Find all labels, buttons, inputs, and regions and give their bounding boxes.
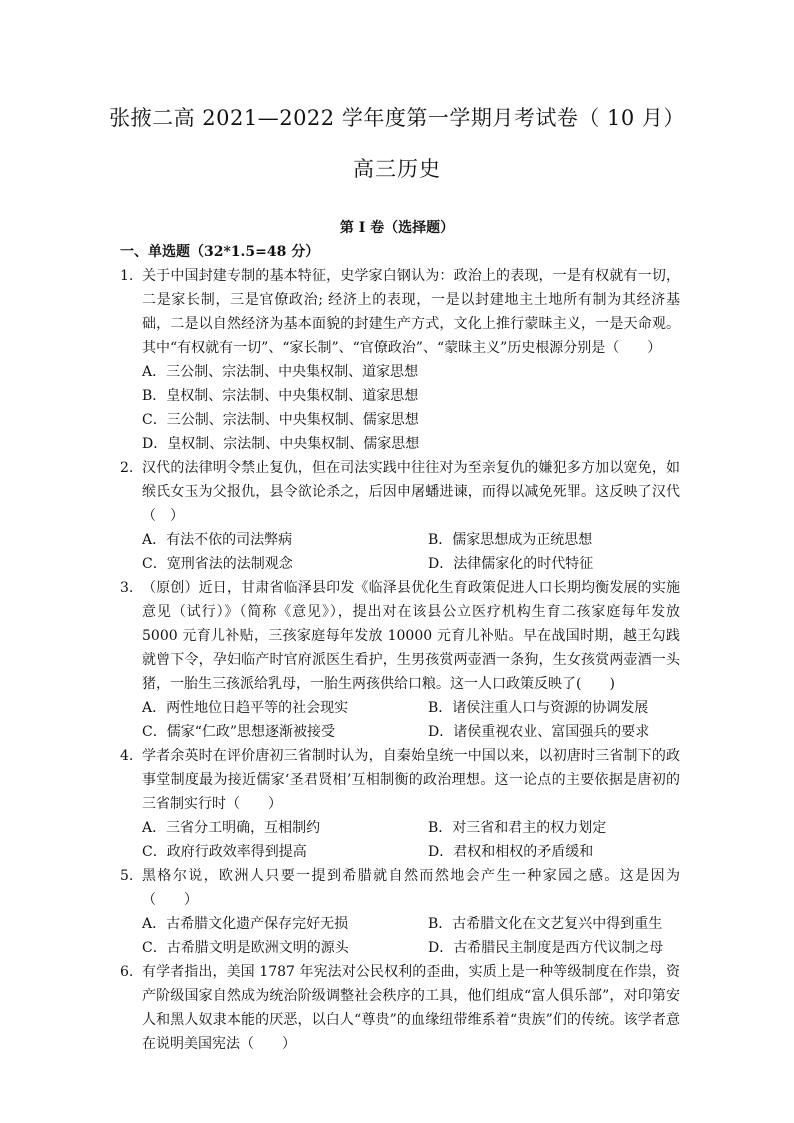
option-b: B．儒家思想成为正统思想 [428, 532, 593, 548]
option-d: D．皇权制、宗法制、中央集权制、儒家思想 [142, 436, 420, 452]
section-heading: 一、单选题（32*1.5=48 分） [120, 244, 320, 260]
question-list [120, 264, 680, 1056]
options-list [120, 528, 680, 576]
option-b: B．对三省和君主的权力划定 [428, 820, 607, 836]
option-b: B．诸侯注重人口与资源的协调发展 [428, 700, 649, 716]
option-d: D．法律儒家化的时代特征 [428, 556, 594, 572]
question-number: 5. [120, 868, 134, 884]
question-number: 6. [120, 964, 134, 980]
question-4 [120, 744, 680, 864]
question-stem: 汉代的法律明令禁止复仇，但在司法实践中往往对为至亲复仇的嫌犯多方加以宽免，如缑氏女玉为父报仇，县令欲论杀之，后因申屠蟠进谏，而得以减免死罪。这反映了汉代（ ） [142, 460, 680, 524]
question-stem: 学者余英时在评价唐初三省制时认为，自秦始皇统一中国以来，以初唐时三省制下的政事堂制度最为接近儒家‘圣君贤相’互相制衡的政治理想。这一论点的主要依据是唐初的三省制实行时（ ） [142, 748, 680, 812]
question-number: 3. [120, 580, 134, 596]
option-d: D．古希腊民主制度是西方代议制之母 [428, 940, 664, 956]
question-stem: 有学者指出，美国 1787 年宪法对公民权利的歪曲，实质上是一种等级制度在作祟，资产阶级国家自然成为统治阶级调整社会秩序的工具，他们组成“富人俱乐部”，对印第安人和黑人奴隶本能的厌恶，以白人“尊贵”的血缘纽带维系着“贵族”们的传统。该学者意在说明美国宪法（ ） [142, 964, 680, 1052]
options-list [120, 696, 680, 744]
option-c: C．儒家“仁政”思想逐渐被接受 [142, 724, 336, 740]
option-a: A．古希腊文化遗产保存完好无损 [142, 916, 349, 932]
exam-title: 张掖二高 2021—2022 学年度第一学期月考试卷（ 10 月） [109, 106, 685, 130]
option-d: D．诸侯重视农业、富国强兵的要求 [428, 724, 650, 740]
exam-subject: 高三历史 [353, 157, 441, 181]
options-list [120, 912, 680, 960]
question-number: 4. [120, 748, 134, 764]
option-a: A．三公制、宗法制、中央集权制、道家思想 [142, 364, 419, 380]
question-1 [120, 264, 680, 456]
volume-heading: 第 I 卷（选择题） [339, 220, 455, 236]
option-a: A．两性地位日趋平等的社会现实 [142, 700, 349, 716]
question-2 [120, 456, 680, 576]
option-a: A．有法不依的司法弊病 [142, 532, 293, 548]
option-c: C．三公制、宗法制、中央集权制、儒家思想 [142, 412, 419, 428]
question-stem: （原创）近日，甘肃省临泽县印发《临泽县优化生育政策促进人口长期均衡发展的实施意见（试行）》（简称《意见》），提出对在该县公立医疗机构生育二孩家庭每年发放 5000 元育儿补贴，三孩家庭每年发放 10000 元育儿补贴。早在战国时期，越王勾践就曾下令，孕妇临产时官府派医生看护，生男孩赏两壶酒一条狗，生女孩赏两壶酒一头猪，一胎生三孩派给乳母，一胎生两孩供给口粮。这一人口政策反映了( ) [142, 580, 680, 692]
question-3 [120, 576, 680, 744]
option-a: A．三省分工明确，互相制约 [142, 820, 321, 836]
question-6 [120, 960, 680, 1056]
option-b: B．古希腊文化在文艺复兴中得到重生 [428, 916, 663, 932]
options-list [120, 360, 680, 456]
option-c: C．宽刑省法的法制观念 [142, 556, 293, 572]
options-list [120, 816, 680, 864]
option-c: C．政府行政效率得到提高 [142, 844, 307, 860]
question-stem: 关于中国封建专制的基本特征，史学家白钢认为：政治上的表现，一是有权就有一切，二是家长制，三是官僚政治; 经济上的表现，一是以封建地主土地所有制为其经济基础，二是以自然经济为基本面貌的封建生产方式，文化上推行蒙昧主义，一是天命观。其中“有权就有一切”、“家长制”、“官僚政治”、“蒙昧主义”历史根源分别是（ ） [142, 268, 680, 356]
question-number: 2. [120, 460, 134, 476]
question-number: 1. [120, 268, 134, 284]
option-b: B．皇权制、宗法制、中央集权制、道家思想 [142, 388, 419, 404]
option-c: C．古希腊文明是欧洲文明的源头 [142, 940, 349, 956]
question-5 [120, 864, 680, 960]
question-stem: 黑格尔说，欧洲人只要一提到希腊就自然而然地会产生一种家园之感。这是因为（ ） [142, 868, 680, 908]
option-d: D．君权和相权的矛盾缓和 [428, 844, 594, 860]
